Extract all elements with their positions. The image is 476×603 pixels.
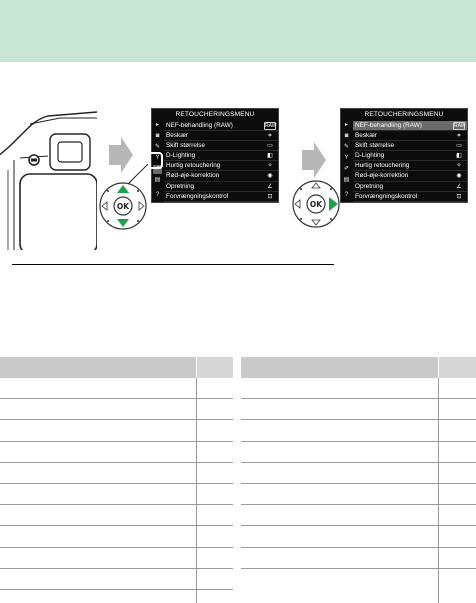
menu-item[interactable]: [164, 182, 278, 192]
menu-item-selected[interactable]: [353, 121, 467, 131]
menu-item-label: Beskær: [166, 132, 189, 140]
camera-back-illustration: [0, 110, 97, 250]
svg-text:OK: OK: [116, 202, 130, 211]
header-cell: [241, 357, 438, 378]
setup-tab-icon[interactable]: Y: [155, 155, 160, 161]
menu-item-label: Opretning: [355, 182, 384, 190]
header-band: [0, 0, 476, 62]
menu-list: [353, 121, 467, 202]
help-tab-icon[interactable]: ?: [344, 192, 349, 198]
setup-tab-icon[interactable]: Y: [344, 155, 349, 161]
menu-item[interactable]: [164, 141, 278, 151]
callout-line: [128, 164, 150, 186]
section-divider: [12, 264, 334, 265]
table-row: [0, 526, 233, 547]
menu-item-label: Hurtig retouchering: [355, 162, 410, 170]
menu-item[interactable]: [353, 131, 467, 141]
table-row: [241, 399, 476, 420]
help-tab-icon[interactable]: ?: [155, 192, 160, 198]
menu-list: [164, 121, 278, 202]
table-row: [0, 505, 233, 526]
menu-tabs: [342, 121, 351, 202]
left-table: [0, 357, 233, 603]
menu-item[interactable]: [353, 171, 467, 181]
resize-icon: ▭: [456, 143, 462, 150]
menu-item[interactable]: [164, 151, 278, 161]
menu-item[interactable]: [164, 121, 278, 131]
menu-item[interactable]: [353, 161, 467, 171]
menu-item[interactable]: [164, 161, 278, 171]
menu-item-label: Skift størrelse: [166, 142, 206, 150]
menu-item-label: Skift størrelse: [355, 142, 395, 150]
menu-item-label: NEF-behandling (RAW): [166, 122, 233, 129]
recent-settings-tab-icon[interactable]: ▤: [154, 177, 161, 183]
menu-item-label: Hurtig retouchering: [166, 162, 221, 170]
right-table: [241, 357, 476, 603]
straighten-icon: ∠: [267, 183, 273, 190]
quick-retouch-icon: ✧: [267, 163, 273, 170]
table-row: [0, 442, 233, 463]
distortion-icon: ⊡: [267, 193, 273, 200]
table-row: [0, 463, 233, 484]
menu-item-label: D-Lighting: [355, 152, 385, 160]
table-row: [0, 378, 233, 399]
menu-item-label: Opretning: [166, 182, 195, 190]
menu-item[interactable]: [353, 182, 467, 192]
resize-icon: ▭: [267, 143, 273, 150]
svg-text:OK: OK: [309, 200, 323, 209]
table-header: [241, 357, 476, 378]
retouch-tab-icon[interactable]: ✐: [343, 166, 350, 172]
quick-retouch-icon: ✧: [456, 163, 462, 170]
retouch-menu-screen-2: [340, 108, 468, 203]
table-row: [0, 590, 233, 603]
table-row: [241, 505, 476, 526]
menu-item-label: Rød-øje-korrektion: [166, 172, 220, 180]
menu-item-label: D-Lighting: [166, 152, 196, 160]
menu-item-label: Forvrængningskontrol: [355, 192, 418, 200]
menu-item[interactable]: [353, 192, 467, 202]
shooting-tab-icon[interactable]: ◙: [155, 133, 160, 139]
menu-item-label: Beskær: [355, 132, 378, 140]
multi-selector-up-down: [98, 181, 148, 231]
custom-settings-tab-icon[interactable]: ✎: [154, 144, 161, 150]
raw-icon: RAW: [454, 123, 466, 129]
menu-item-label: Forvrængningskontrol: [166, 192, 229, 200]
menu-item[interactable]: [164, 192, 278, 202]
table-row: [241, 463, 476, 484]
retouch-menu-screen-1: [151, 108, 279, 203]
raw-icon: RAW: [265, 123, 277, 129]
shooting-tab-icon[interactable]: ◙: [344, 133, 349, 139]
retouch-tab-icon[interactable]: ✐: [154, 166, 161, 172]
menu-item-label: Rød-øje-korrektion: [355, 172, 409, 180]
recent-settings-tab-icon[interactable]: ▤: [343, 177, 350, 183]
table-row: [0, 399, 233, 420]
menu-item[interactable]: [164, 131, 278, 141]
menu-title: RETOUCHERINGSMENU: [364, 111, 444, 118]
table-row: [241, 378, 476, 399]
menu-item[interactable]: [353, 151, 467, 161]
header-cell: [438, 357, 476, 378]
header-cell: [196, 357, 233, 378]
d-lighting-icon: ◧: [456, 153, 462, 160]
crop-icon: ⌗: [268, 133, 272, 140]
arrow-right-icon: [302, 142, 326, 178]
menu-item-label: NEF-behandling (RAW): [355, 122, 422, 129]
red-eye-icon: ◉: [456, 173, 462, 180]
table-row: [241, 526, 476, 547]
playback-tab-icon[interactable]: ▸: [344, 122, 348, 128]
table-row: [241, 442, 476, 463]
crop-icon: ⌗: [457, 133, 461, 140]
table-header: [0, 357, 233, 378]
table-row: [0, 548, 233, 569]
table-row: [241, 548, 476, 569]
playback-tab-icon[interactable]: ▸: [155, 122, 159, 128]
table-row: [0, 484, 233, 505]
menu-item[interactable]: [164, 171, 278, 181]
menu-item[interactable]: [353, 141, 467, 151]
custom-settings-tab-icon[interactable]: ✎: [343, 144, 350, 150]
table-row: [0, 569, 233, 590]
d-lighting-icon: ◧: [267, 153, 273, 160]
header-cell: [0, 357, 196, 378]
table-row: [241, 420, 476, 441]
red-eye-icon: ◉: [267, 173, 273, 180]
straighten-icon: ∠: [456, 183, 462, 190]
distortion-icon: ⊡: [456, 193, 462, 200]
table-row: [0, 420, 233, 441]
table-row: [241, 569, 476, 603]
multi-selector-right: [291, 179, 341, 229]
menu-title: RETOUCHERINGSMENU: [175, 111, 255, 118]
table-row: [241, 484, 476, 505]
